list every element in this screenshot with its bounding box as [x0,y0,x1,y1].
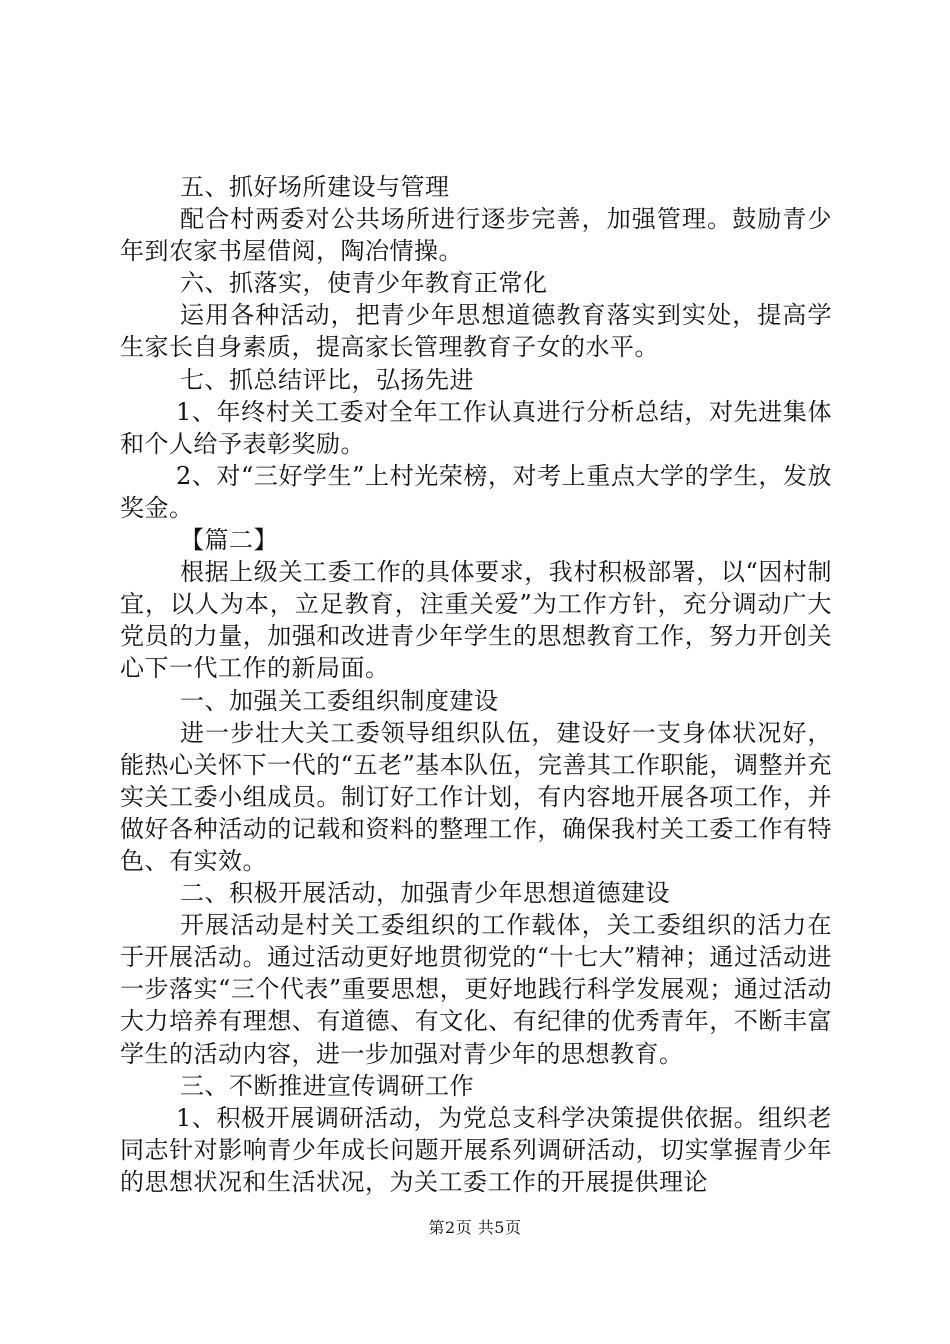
paragraph: 运用各种活动，把青少年思想道德教育落实到实处，提高学生家长自身素质，提高家长管理教育子女的水平。 [120,301,832,362]
part-heading: 【篇二】 [180,526,278,555]
paragraph: 根据上级关工委工作的具体要求，我村积极部署，以“因村制宜，以人为本，立足教育，注重关爱”为工作方针，充分调动广大党员的力量，加强和改进青少年学生的思想教育工作，努力开创关心下一代工作的新局面。 [120,558,832,683]
heading-section-7: 七、抓总结评比，弘扬先进 [180,365,474,394]
page-footer: 第2页 共5页 [428,1218,522,1237]
paragraph-item-2: 2、对“三好学生”上村光荣榜，对考上重点大学的学生，发放奖金。 [120,461,832,522]
heading-section-2: 二、积极开展活动，加强青少年思想道德建设 [180,879,670,908]
heading-section-6: 六、抓落实，使青少年教育正常化 [180,269,548,298]
heading-section-5: 五、抓好场所建设与管理 [180,173,450,201]
paragraph: 开展活动是村关工委组织的工作载体，关工委组织的活力在于开展活动。通过活动更好地贯彻党的“十七大”精神；通过活动进一步落实“三个代表”重要思想，更好地践行科学发展观；通过活动大力培养有理想、有道德、有文化、有纪律的优秀青年，不断丰富学生的活动内容，进一步加强对青少年的思想教育。 [120,911,832,1068]
paragraph-item-1: 1、积极开展调研活动，为党总支科学决策提供依据。组织老同志针对影响青少年成长问题开展系列调研活动，切实掌握青少年的思想状况和生活状况，为关工委工作的开展提供理论 [120,1103,832,1196]
heading-section-3: 三、不断推进宣传调研工作 [180,1071,474,1100]
heading-section-1: 一、加强关工委组织制度建设 [180,686,499,715]
document-body [120,171,832,1198]
paragraph-item-1: 1、年终村关工委对全年工作认真进行分析总结，对先进集体和个人给予表彰奖励。 [120,397,832,458]
paragraph: 配合村两委对公共场所进行逐步完善，加强管理。鼓励青少年到农家书屋借阅，陶冶情操。 [120,205,832,266]
paragraph: 进一步壮大关工委领导组织队伍，建设好一支身体状况好，能热心关怀下一代的“五老”基本队伍，完善其工作职能，调整并充实关工委小组成员。制订好工作计划，有内容地开展各项工作，并做好各种活动的记载和资料的整理工作，确保我村关工委工作有特色、有实效。 [120,718,832,875]
